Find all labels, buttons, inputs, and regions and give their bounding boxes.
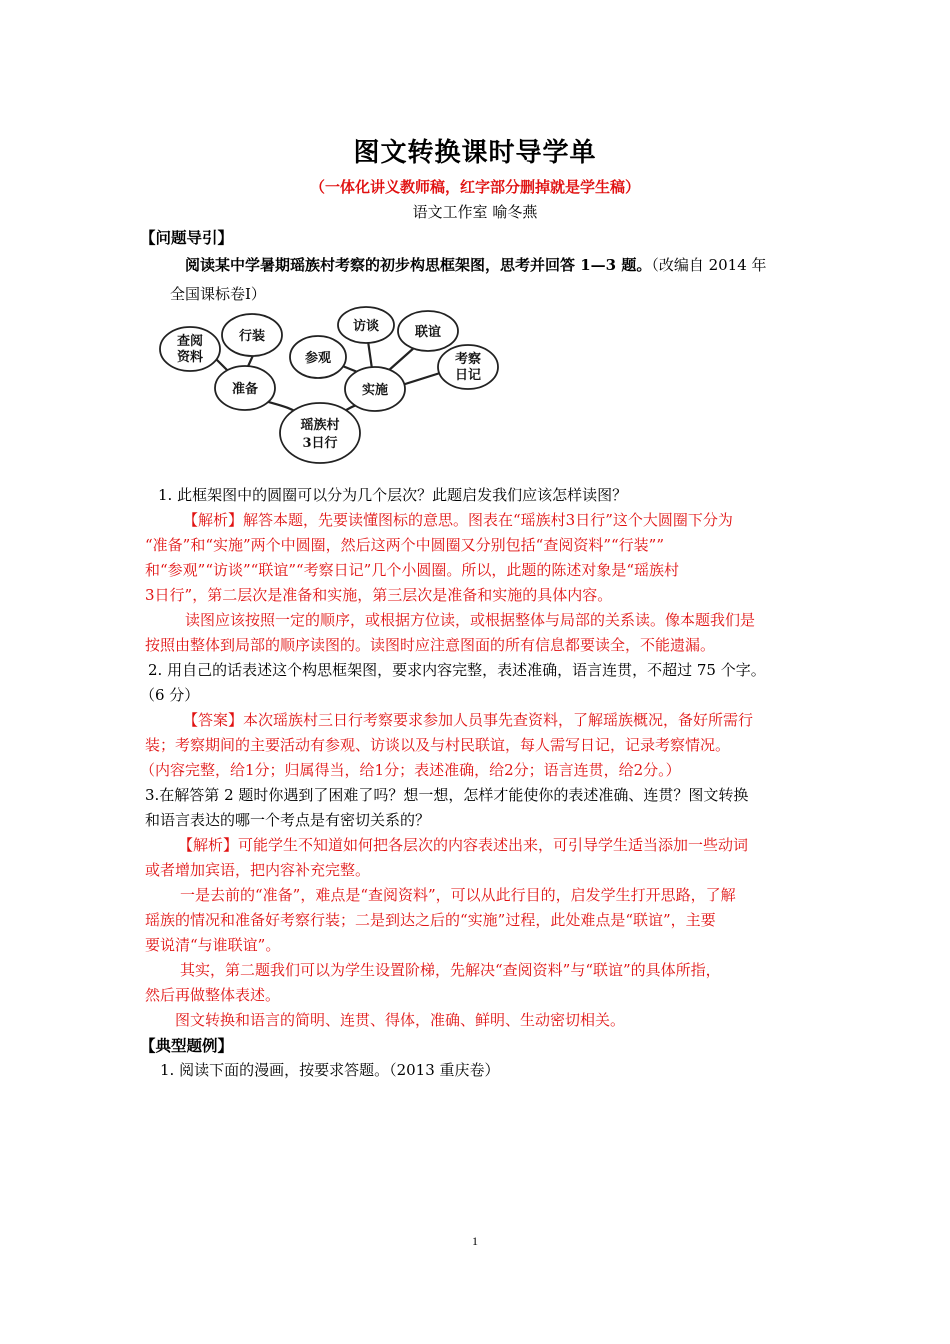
q3-analysis-line: 要说清“与谁联谊”。 [145, 936, 281, 954]
q1-analysis-line: 读图应该按照一定的顺序，或根据方位读，或根据整体与局部的关系读。像本题我们是 [185, 611, 756, 629]
q1-analysis-line: “准备”和“实施”两个中圆圈，然后这两个中圆圈又分别包括“查阅资料”“行装”” [145, 536, 665, 554]
page-subtitle: （一体化讲义教师稿，红字部分删掉就是学生稿） [309, 178, 640, 196]
q2-answer-line: 【答案】本次瑶族村三日行考察要求参加人员事先查资料，了解瑶族概况，备好所需行 [183, 711, 754, 729]
intro-lead-line2: 全国课标卷Ⅰ） [170, 285, 266, 303]
q1-analysis-line: 3日行”，第二层次是准备和实施，第三层次是准备和实施的具体内容。 [145, 586, 613, 604]
q3-question-line2: 和语言表达的哪一个考点是有密切关系的？ [145, 811, 431, 829]
label-check-1: 查阅 [176, 334, 204, 349]
label-pack: 行装 [238, 329, 266, 344]
label-friend: 联谊 [414, 325, 442, 340]
branch-impl-talk [368, 341, 372, 369]
q2-score: （6 分） [140, 686, 200, 704]
label-talk: 访谈 [352, 319, 380, 334]
q3-analysis-line: 然后再做整体表述。 [145, 986, 281, 1004]
example-item-1: 1. 阅读下面的漫画，按要求答题。（2013 重庆卷） [160, 1061, 500, 1079]
q3-analysis-line: 一是去前的“准备”，难点是“查阅资料”，可以从此行目的，启发学生打开思路，了解 [180, 886, 736, 904]
q1-analysis-line: 按照由整体到局部的顺序读图的。读图时应注意图面的所有信息都要读全，不能遗漏。 [145, 636, 716, 654]
section-problem-guide: 【问题导引】 [140, 228, 234, 247]
author-line: 语文工作室 喻冬燕 [412, 203, 538, 221]
q3-analysis-line: 瑶族的情况和准备好考察行装；二是到达之后的“实施”过程，此处难点是“联谊”，主要 [145, 911, 716, 929]
label-impl: 实施 [361, 383, 389, 398]
q3-analysis-line: 【解析】可能学生不知道如何把各层次的内容表述出来，可引导学生适当添加一些动词 [178, 836, 749, 854]
label-root-1: 瑶族村 [300, 418, 340, 433]
label-diary-2: 日记 [454, 368, 482, 383]
q1-analysis-line: 和“参观”“访谈”“联谊”“考察日记”几个小圆圈。所以，此题的陈述对象是“瑶族村 [145, 561, 680, 579]
q1-question: 1. 此框架图中的圆圈可以分为几个层次？此题启发我们应该怎样读图？ [158, 486, 628, 504]
branch-impl-diary [402, 373, 440, 385]
q3-analysis-line: 其实，第二题我们可以为学生设置阶梯，先解决“查阅资料”与“联谊”的具体所指， [180, 961, 721, 979]
node-root [280, 403, 360, 463]
label-prep: 准备 [231, 382, 259, 397]
q3-analysis-line: 图文转换和语言的简明、连贯、得体，准确、鲜明、生动密切相关。 [175, 1011, 626, 1029]
label-visit: 参观 [304, 351, 332, 366]
q3-question: 3.在解答第 2 题时你遇到了困难了吗？想一想，怎样才能使你的表述准确、连贯？图文转换 [145, 786, 749, 804]
q2-answer-line: 装；考察期间的主要活动有参观、访谈以及与村民联谊，每人需写日记，记录考察情况。 [145, 736, 731, 754]
q1-analysis-line: 【解析】解答本题，先要读懂图标的意思。图表在“瑶族村3日行”这个大圆圈下分为 [183, 511, 733, 529]
intro-lead [185, 253, 767, 278]
framework-diagram [150, 305, 510, 470]
section-typical-examples: 【典型题例】 [140, 1036, 234, 1055]
label-diary-1: 考察 [454, 352, 482, 367]
q2-question: 2. 用自己的话表述这个构思框架图，要求内容完整，表述准确，语言连贯，不超过 75 个字。 [148, 661, 766, 679]
page-title: 图文转换课时导学单 [353, 138, 597, 168]
branch-impl-friend [388, 347, 415, 371]
q2-answer-line: （内容完整，给1分；归属得当，给1分；表述准确，给2分；语言连贯，给2分。） [140, 761, 681, 779]
intro-lead-tail: （改编自 2014 年 [651, 256, 767, 274]
label-root-2: 3日行 [302, 436, 338, 451]
q3-analysis-line: 或者增加宾语，把内容补充完整。 [145, 861, 371, 879]
page-number: 1 [472, 1234, 478, 1248]
label-check-2: 资料 [176, 350, 204, 365]
intro-lead-bold: 阅读某中学暑期瑶族村考察的初步构思框架图，思考并回答 1—3 题。 [185, 256, 652, 274]
